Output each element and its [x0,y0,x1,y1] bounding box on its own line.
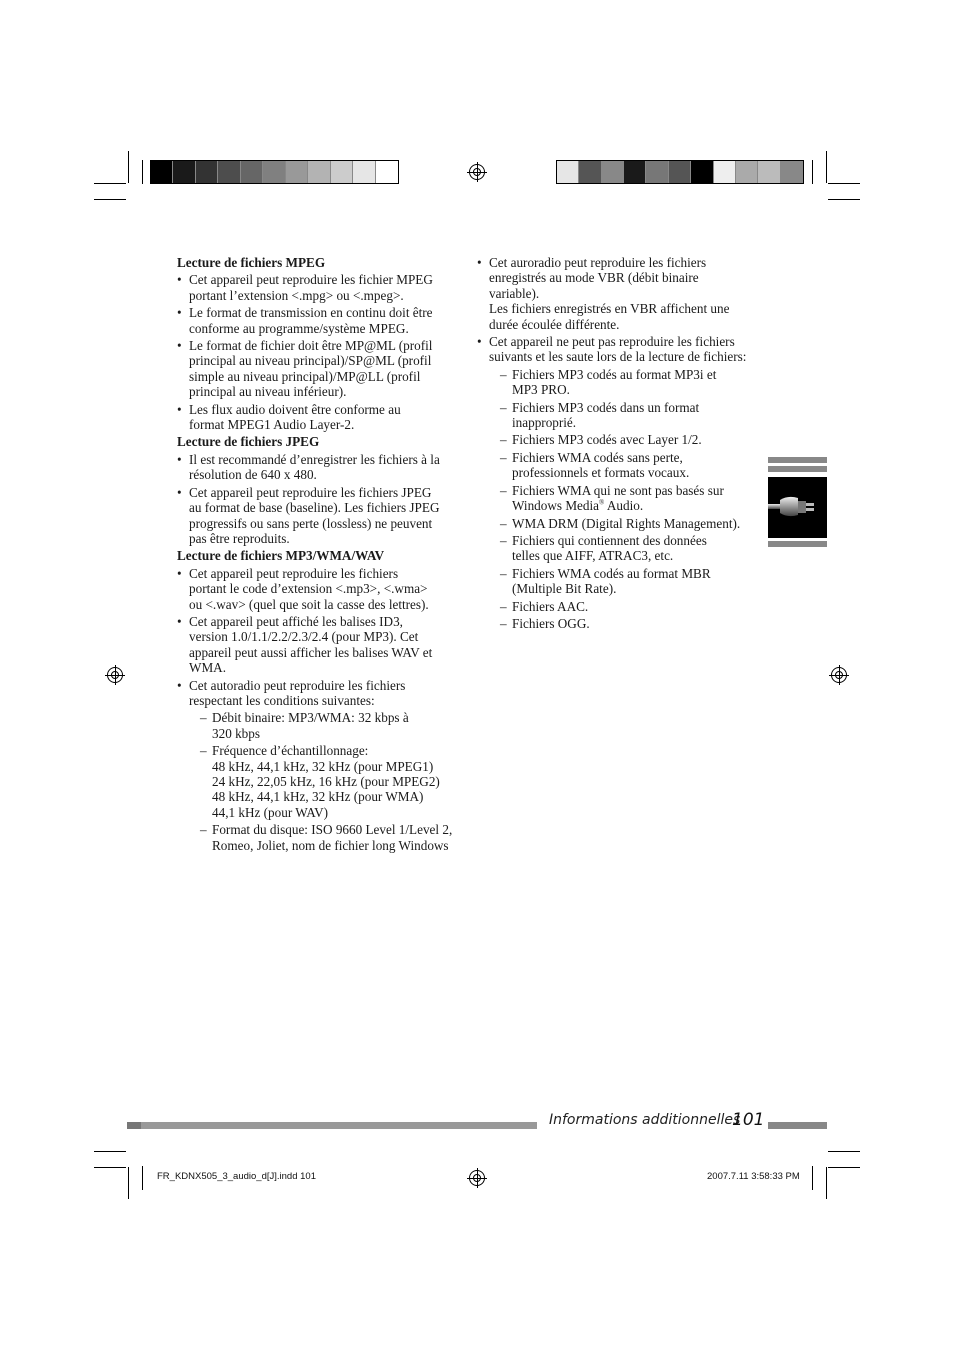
section-heading: Lecture de fichiers MP3/WMA/WAV [177,548,385,564]
color-swatch [781,161,803,183]
side-tab-stripe [768,457,827,463]
text-line: – Fichiers WMA codés au format MBR [512,565,711,581]
crop-mark [94,183,126,184]
text-line: format MPEG1 Audio Layer-2. [189,417,355,433]
color-swatch [286,161,308,183]
text-line: 48 kHz, 44,1 kHz, 32 kHz (pour WMA) [212,789,424,805]
text-line: respectant les conditions suivantes: [189,692,375,708]
text-line: – Format du disque: ISO 9660 Level 1/Level 2, [212,822,453,838]
text-line: • Cet appareil peut reproduire les fichier MPEG [189,272,433,288]
text-line: – Fichiers WMA qui ne sont pas basés sur [512,482,724,498]
crop-mark [812,1166,813,1190]
sub-list-item [489,400,762,431]
crop-mark [828,183,860,184]
print-slug-file: FR_KDNX505_3_audio_d[J].indd 101 [157,1171,316,1182]
text-line: durée écoulée différente. [489,316,620,332]
crop-mark [828,1151,860,1152]
crop-mark [128,151,129,183]
crop-mark [828,199,860,200]
text-line: • Cet appareil peut reproduire les fichiers JPEG [189,484,432,500]
text-line: – Fichiers qui contiennent des données [512,532,707,548]
sub-list-item [189,822,462,853]
section-heading: Lecture de fichiers JPEG [177,434,320,450]
text-line: 48 kHz, 44,1 kHz, 32 kHz (pour MPEG1) [212,758,434,774]
text-line: MP3 PRO. [512,382,570,398]
color-swatch [353,161,375,183]
text-line: – Fréquence d’échantillonnage: [212,743,369,759]
crop-mark [812,160,813,184]
color-swatch [308,161,330,183]
page-number: 101 [732,1110,765,1130]
color-swatch [579,161,601,183]
color-swatch [758,161,780,183]
sub-list-item [489,566,762,597]
color-swatch [602,161,624,183]
color-swatch [736,161,758,183]
text-line: simple au niveau principal)/MP@LL (profil [189,368,421,384]
text-line: • Cet appareil peut reproduire les fichiers [189,565,399,581]
section-heading: Lecture de fichiers MPEG [177,255,326,270]
list-item [177,305,462,336]
side-tab-stripe [768,541,827,547]
text-line: • Cet appareil peut affiché les balises ID3, [189,613,403,629]
color-swatch [263,161,285,183]
right-column [477,255,762,633]
text-line: • Cet appareil ne peut pas reproduire les fichiers [489,334,735,350]
crop-mark [94,1167,126,1168]
text-line [512,498,762,513]
print-slug-date: 2007.7.11 3:58:33 PM [707,1171,800,1182]
color-swatch [218,161,240,183]
text-line: 44,1 kHz (pour WAV) [212,804,328,820]
color-swatch [331,161,353,183]
side-tab-stripe [768,466,827,472]
list-item [177,566,462,612]
text-line: variable). [489,285,540,301]
text-line: portant l’extension <.mpg> ou <.mpeg>. [189,287,404,303]
text-fragment: Audio. [604,498,644,514]
sub-list-item [489,599,762,614]
registration-target-icon [469,164,485,180]
text-line: enregistrés au mode VBR (débit binaire [489,270,699,286]
color-swatch [557,161,579,183]
text-line: Romeo, Joliet, nom de fichier long Windows [212,837,449,853]
sub-list-item [189,743,462,820]
color-swatch [241,161,263,183]
color-swatch [624,161,646,183]
text-line: au format de base (baseline). Les fichiers JPEG [189,500,440,516]
text-line: telles que AIFF, ATRAC3, etc. [512,548,674,564]
text-line: Les fichiers enregistrés en VBR affichent une [489,301,730,317]
sub-list-item [489,516,762,531]
text-line: WMA. [189,660,226,676]
text-line: – Fichiers AAC. [512,598,589,614]
color-swatch [173,161,195,183]
text-line: ou <.wav> (quel que soit la casse des lettres). [189,596,429,612]
text-line: suivants et les saute lors de la lecture de fichiers: [489,349,747,365]
side-tab [768,477,827,538]
crop-mark [94,1151,126,1152]
text-line: (Multiple Bit Rate). [512,581,617,597]
text-line: principal au niveau principal)/SP@ML (profil [189,353,432,369]
text-line: • Cet auroradio peut reproduire les fichiers [489,255,707,270]
text-line: version 1.0/1.1/2.2/2.3/2.4 (pour MP3). Cet [189,629,419,645]
color-swatch [376,161,398,183]
text-line: inapproprié. [512,415,577,431]
text-line: appareil peut aussi afficher les balises WAV et [189,644,433,660]
text-line: professionnels et formats vocaux. [512,465,690,481]
text-line: principal au niveau inférieur). [189,384,347,400]
list-item [177,402,462,433]
footer-section-title: Informations additionnelles [549,1112,741,1128]
color-swatch [714,161,736,183]
registration-target-icon [469,1170,485,1186]
color-swatch [196,161,218,183]
crop-mark [142,1166,143,1190]
sub-list-item [489,450,762,481]
text-line: • Les flux audio doivent être conforme au [189,401,401,417]
sub-list-item [489,533,762,564]
color-swatch [691,161,713,183]
list-item [477,255,762,332]
list-item [177,272,462,303]
sub-list-item [489,483,762,514]
text-line: • Le format de fichier doit être MP@ML (profil [189,338,433,354]
footer-rule-left [127,1122,537,1129]
text-line: conforme au programme/système MPEG. [189,320,409,336]
text-line: 320 kbps [212,725,260,741]
list-item [177,338,462,400]
left-column [177,255,462,855]
list-item [177,678,462,853]
text-line: – Débit binaire: MP3/WMA: 32 kbps à [212,710,409,726]
color-calibration-bar-right [556,160,804,184]
text-line: – Fichiers WMA codés sans perte, [512,449,683,465]
sub-list-item [489,616,762,631]
text-line: – Fichiers MP3 codés au format MP3i et [512,366,717,382]
color-calibration-bar-left [150,160,399,184]
text-line: – Fichiers MP3 codés dans un format [512,399,700,415]
text-line: – Fichiers OGG. [512,615,590,631]
footer-rule-right [768,1122,827,1129]
connector-plug-icon [768,477,827,538]
color-swatch [646,161,668,183]
list-item [177,485,462,547]
sub-list-item [189,710,462,741]
sub-list-item [489,432,762,447]
crop-mark [94,199,126,200]
crop-mark [826,1167,827,1199]
list-item [177,452,462,483]
text-line: – WMA DRM (Digital Rights Management). [512,515,741,531]
text-line: résolution de 640 x 480. [189,467,317,483]
registration-target-icon [831,667,847,683]
crop-mark [142,160,143,184]
sub-list-item [489,367,762,398]
text-line: • Cet autoradio peut reproduire les fichiers [189,677,406,693]
text-line: Windows Media [512,498,600,514]
text-line: • Il est recommandé d’enregistrer les fichiers à la [189,451,440,467]
list-item [477,334,762,631]
text-line: pas être reproduits. [189,530,290,546]
text-line: • Le format de transmission en continu doit être [189,305,433,321]
text-line: – Fichiers MP3 codés avec Layer 1/2. [512,432,702,448]
crop-mark [826,151,827,183]
crop-mark [128,1167,129,1199]
color-swatch [669,161,691,183]
crop-mark [828,1167,860,1168]
color-swatch [151,161,173,183]
list-item [177,614,462,676]
text-line: portant le code d’extension <.mp3>, <.wma> [189,581,428,597]
text-line: 24 kHz, 22,05 kHz, 16 kHz (pour MPEG2) [212,774,440,789]
registration-target-icon [107,667,123,683]
registered-mark: ® [599,498,605,507]
text-line: progressifs ou sans perte (lossless) ne peuvent [189,515,433,531]
